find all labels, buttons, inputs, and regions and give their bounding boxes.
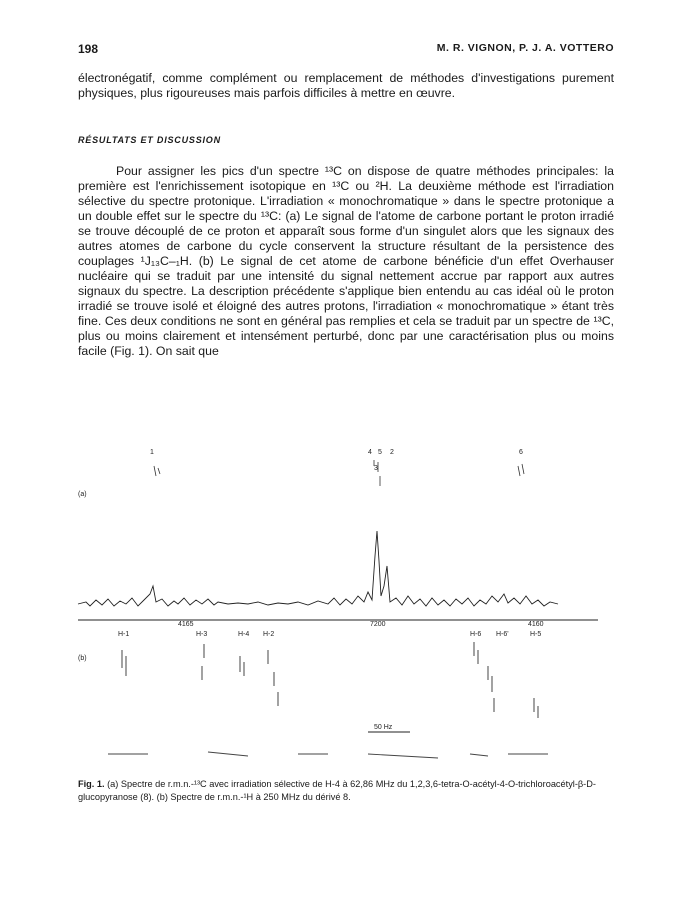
axis-tick-a: 4160 bbox=[528, 621, 544, 628]
body-paragraph: Pour assigner les pics d'un spectre ¹³C on dispose de quatre méthodes principales: la première est l'enrichissement isotopique en ¹³C ou ²H. La deuxième méthode est l'irradiation sélective du spectre protonique. L'irradiation « monochromatique » dans le spectre protonique a un double effet sur le spectre du ¹³C: (a) Le signal de l'atome de carbone portant le proton irradié se trouve découplé de ce proton et apparaît sous forme d'un singulet alors que les signaux des autres atomes de carbone du cycle conservent la structure résultant de la persistence des couplages ¹J₁₃C–₁H. (b) Le signal de cet atome de carbone bénéficie d'un effet Overhauser nucléaire qui se traduit par une intensité du signal nettement accrue par rapport aux autres signaux du spectre. La description précédente s'applique bien entendu au cas idéal où le proton irradié se trouve isolé et éloigné des autres protons, l'irradiation « monochromatique » étant très fine. Ces deux conditions ne sont en général pas remplies et cela se traduit par un spectre de ¹³C, plus ou moins clairement et intensément perturbé, donc par une caractérisation plus ou moins facile (Fig. 1). On sait que bbox=[78, 164, 614, 358]
peak-label-a: 2 bbox=[390, 449, 394, 456]
panel-b-label: (b) bbox=[78, 655, 87, 662]
peak-label-b: H-1 bbox=[118, 631, 130, 638]
axis-tick-a: 7200 bbox=[370, 621, 386, 628]
caption-prefix: Fig. 1. bbox=[78, 779, 105, 789]
caption-text: (a) Spectre de r.m.n.-¹³C avec irradiation sélective de H-4 à 62,86 MHz du 1,2,3,6-tetra-O-acétyl-4-O-trichloroacétyl-β-D-glucopyranose (8). (b) Spectre de r.m.n.-¹H à 250 MHz du dérivé 8. bbox=[78, 779, 596, 802]
section-heading: RÉSULTATS ET DISCUSSION bbox=[78, 135, 221, 145]
carbon-spectrum-trace bbox=[78, 531, 558, 606]
peak-label-a: 5 bbox=[378, 449, 382, 456]
figure-caption bbox=[78, 778, 614, 804]
peak-label-b: H-6 bbox=[470, 631, 482, 638]
peak-label-b: H-6' bbox=[496, 631, 509, 638]
panel-a-label: (a) bbox=[78, 491, 87, 498]
peak-label-a: 3 bbox=[374, 465, 378, 472]
proton-spectrum-trace bbox=[108, 752, 548, 758]
peak-label-b: H-3 bbox=[196, 631, 208, 638]
scale-label: 50 Hz bbox=[374, 724, 393, 731]
peak-label-b: H-2 bbox=[263, 631, 275, 638]
peak-label-b: H-4 bbox=[238, 631, 250, 638]
peak-label-a: 4 bbox=[368, 449, 372, 456]
running-header bbox=[78, 42, 614, 58]
nmr-figure bbox=[78, 436, 618, 766]
peak-label-a: 1 bbox=[150, 449, 154, 456]
upper-peak-marks bbox=[154, 460, 524, 486]
peak-label-a: 6 bbox=[519, 449, 523, 456]
page-number: 198 bbox=[78, 42, 99, 56]
axis-tick-a: 4165 bbox=[178, 621, 194, 628]
intro-paragraph: électronégatif, comme complément ou remplacement de méthodes d'investigations purement physiques, plus rigoureuses mais parfois difficiles à mettre en œuvre. bbox=[78, 71, 614, 100]
nmr-spectra-drawing bbox=[78, 436, 618, 766]
running-authors: M. R. VIGNON, P. J. A. VOTTERO bbox=[436, 42, 614, 54]
proton-multiplets bbox=[122, 642, 538, 718]
peak-label-b: H-5 bbox=[530, 631, 542, 638]
